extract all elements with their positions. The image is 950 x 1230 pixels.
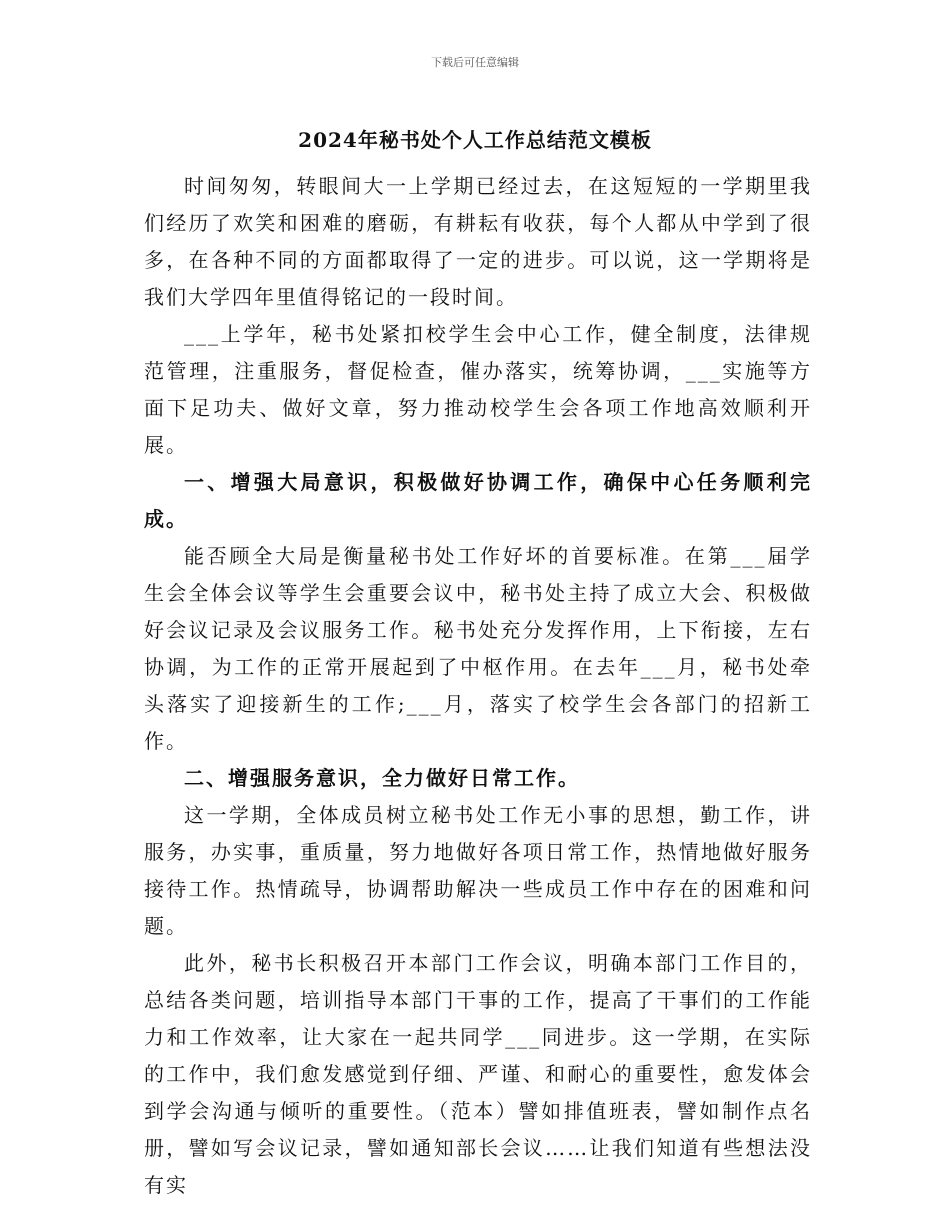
paragraph-meetings: 此外，秘书长积极召开本部门工作会议，明确本部门工作目的，总结各类问题，培训指导本部门干事的工作，提高了干事们的工作能力和工作效率，让大家在一起共同学___同进步。这一学期，在实际的工作中，我们愈发感觉到仔细、严谨、和耐心的重要性，愈发体会到学会沟通与倾听的重要性。（范本）譬如排值班表，譬如制作点名册，譬如写会议记录，譬如通知部长会议……让我们知道有些想法没有实	[144, 951, 812, 1197]
section-heading-2: 二、增强服务意识，全力做好日常工作。	[184, 766, 580, 790]
paragraph-coordination: 能否顾全大局是衡量秘书处工作好坏的首要标准。在第___届学生会全体会议等学生会重要会议中，秘书处主持了成立大会、积极做好会议记录及会议服务工作。秘书处充分发挥作用，上下衔接，左右协调，为工作的正常开展起到了中枢作用。在去年___月，秘书处牵头落实了迎接新生的工作;___月，落实了校学生会各部门的招新工作。	[144, 544, 812, 753]
section-heading-1: 一、增强大局意识，积极做好协调工作，确保中心任务顺利完成。	[144, 470, 812, 531]
paragraph-overview: ___上学年，秘书处紧扣校学生会中心工作，健全制度，法律规范管理，注重服务，督促检查，催办落实，统筹协调，___实施等方面下足功夫、做好文章，努力推动校学生会各项工作地高效顺利开展。	[144, 322, 812, 457]
paragraph-service: 这一学期，全体成员树立秘书处工作无小事的思想，勤工作，讲服务，办实事，重质量，努力地做好各项日常工作，热情地做好服务接待工作。热情疏导，协调帮助解决一些成员工作中存在的困难和问题。	[144, 803, 812, 938]
document-title: 2024年秘书处个人工作总结范文模板	[298, 128, 652, 152]
paragraph-intro: 时间匆匆，转眼间大一上学期已经过去，在这短短的一学期里我们经历了欢笑和困难的磨砺，有耕耘有收获，每个人都从中学到了很多，在各种不同的方面都取得了一定的进步。可以说，这一学期将是我们大学四年里值得铭记的一段时间。	[144, 174, 812, 309]
header-note: 下载后可任意编辑	[431, 56, 519, 69]
document-body	[144, 168, 812, 1204]
